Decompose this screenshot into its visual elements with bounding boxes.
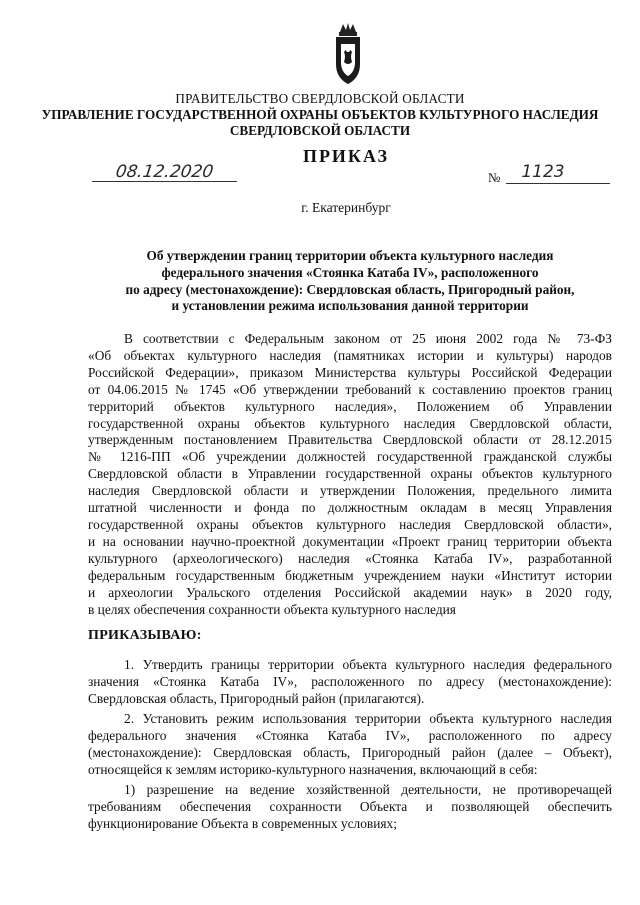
text-line: 1. Утвердить границы территории объекта культурного наследия федерального: [124, 657, 612, 672]
order-word: ПРИКАЗЫВАЮ:: [88, 628, 202, 643]
text-line: государственной охраны объектов культурного наследия Свердловской области»,: [88, 516, 612, 532]
text-line: культурного (археологического) наследия «Стоянка Катаба IV», разработанной: [88, 550, 612, 566]
text-line: наследия Свердловской области и утверждении Положения, предельного лимита: [88, 483, 612, 499]
title-line: федерального значения «Стоянка Катаба IV», расположенного: [161, 264, 539, 280]
text-line: функционирование Объекта в современных условиях;: [88, 815, 397, 831]
text-line: территорий объектов культурного наследия», Положением об Управлении: [88, 398, 612, 414]
number-underline: [506, 183, 610, 184]
text-line: утвержденным постановлением Правительства Свердловской области от 28.12.2015: [88, 432, 612, 448]
coat-of-arms-icon: [330, 22, 366, 86]
text-line: Свердловская область, Пригородный район (прилагаются).: [88, 690, 425, 706]
title-line: Об утверждении границ территории объекта культурного наследия: [146, 248, 554, 263]
text-line: Свердловской области в Управлении государственной охраны объектов культурного: [88, 466, 612, 482]
text-line: В соответствии с Федеральным законом от 25 июня 2002 года № 73-ФЗ: [124, 331, 612, 346]
preamble-paragraph: [88, 331, 612, 618]
title-line: по адресу (местонахождение): Свердловская область, Пригородный район,: [125, 281, 575, 297]
department-name-line2: СВЕРДЛОВСКОЙ ОБЛАСТИ: [229, 123, 411, 138]
date-field: [92, 162, 237, 184]
item-1-paragraph: [88, 657, 612, 708]
text-line: 1) разрешение на ведение хозяйственной деятельности, не противоречащей: [124, 782, 612, 797]
text-line: № 1216-ПП «Об учреждении должностей государственной гражданской службы: [88, 449, 612, 465]
city-name: г. Екатеринбург: [301, 200, 391, 215]
text-line: от 04.06.2015 № 1745 «Об утверждении требований к составлению проектов границ: [88, 381, 612, 397]
department-name-line1: УПРАВЛЕНИЕ ГОСУДАРСТВЕННОЙ ОХРАНЫ ОБЪЕКТОВ КУЛЬТУРНОГО НАСЛЕДИЯ: [41, 107, 599, 122]
text-line: штатной численности и фонда по должностным окладам в месяц Управления: [88, 500, 612, 516]
text-line: Российской Федерации», приказом Министерства культуры Российской Федерации: [88, 364, 612, 380]
number-sign: №: [488, 170, 501, 185]
text-line: федеральным государственным бюджетным учреждением науки «Институт истории: [88, 567, 612, 583]
item-2-1-paragraph: [88, 782, 612, 833]
number-field: [488, 164, 610, 186]
text-line: (местонахождение): Свердловская область, Пригородный район (далее – Объект),: [88, 744, 612, 760]
text-line: значения «Стоянка Катаба IV», расположенного по адресу (местонахождение):: [88, 673, 612, 689]
text-line: федерального значения «Стоянка Катаба IV», расположенного по адресу: [88, 727, 612, 743]
document-type: ПРИКАЗ: [302, 146, 390, 166]
text-line: в целях обеспечения сохранности объекта культурного наследия: [88, 601, 456, 617]
title-line: и установлении режима использования данной территории: [171, 298, 529, 314]
text-line: и археологии Уральского отделения Российской академии наук» в 2020 году,: [88, 584, 612, 600]
text-line: «Об объектах культурного наследия (памятниках истории и культуры) народов: [88, 347, 612, 363]
order-title: [88, 248, 612, 315]
text-line: государственной охраны объектов культурного наследия Свердловской области,: [88, 415, 612, 431]
text-line: 2. Установить режим использования территории объекта культурного наследия: [124, 711, 612, 726]
text-line: требованиям обеспечения сохранности Объекта и позволяющей обеспечить: [88, 798, 612, 814]
text-line: относящейся к землям историко-культурного назначения, включающий в себя:: [88, 761, 538, 777]
date-value: 08.12.2020: [114, 162, 215, 182]
text-line: и на основании научно-проектной документации «Проект границ территории объекта: [88, 533, 612, 549]
number-value: 1123: [521, 162, 565, 182]
item-2-paragraph: [88, 711, 612, 779]
government-name: ПРАВИТЕЛЬСТВО СВЕРДЛОВСКОЙ ОБЛАСТИ: [175, 91, 465, 106]
